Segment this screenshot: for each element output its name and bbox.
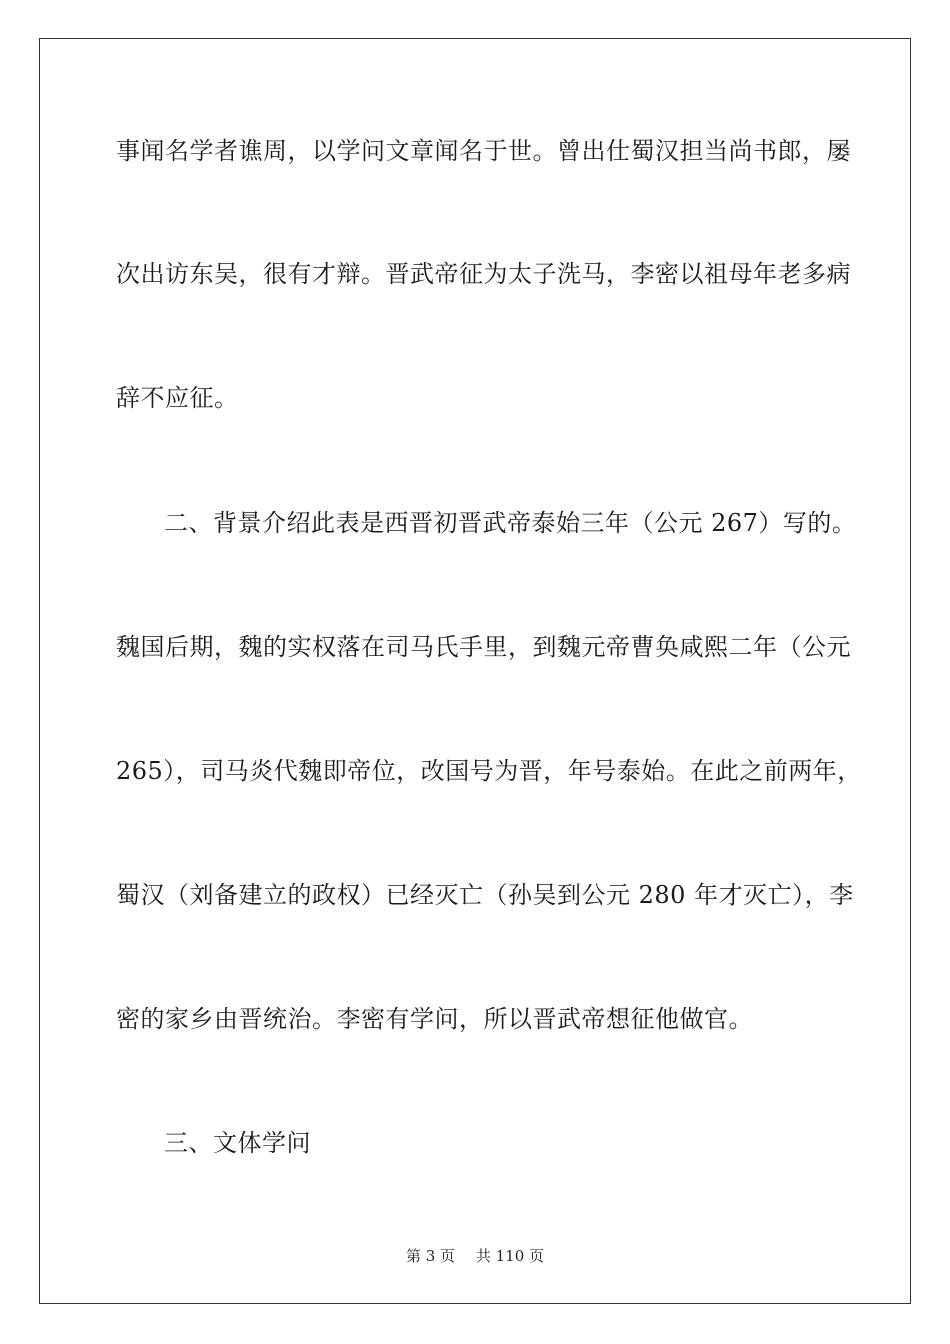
page-border [39, 38, 911, 1304]
page-footer [0, 1246, 950, 1266]
paragraph-line-3: 辞不应征。 [116, 384, 239, 412]
paragraph-line-8: 密的家乡由晋统治。李密有学问，所以晋武帝想征他做官。 [116, 1005, 753, 1033]
paragraph-line-1: 事闻名学者谯周，以学问文章闻名于世。曾出仕蜀汉担当尚书郎，屡 [116, 137, 851, 165]
section-heading-background: 二、背景介绍此表是西晋初晋武帝泰始三年（公元 267）写的。 [164, 509, 857, 537]
paragraph-line-2: 次出访东吴，很有才辩。晋武帝征为太子洗马，李密以祖母年老多病 [116, 260, 851, 288]
paragraph-line-7: 蜀汉（刘备建立的政权）已经灭亡（孙吴到公元 280 年才灭亡），李 [116, 881, 854, 909]
section-heading-style: 三、文体学问 [164, 1129, 311, 1157]
paragraph-line-6: 265），司马炎代魏即帝位，改国号为晋，年号泰始。在此之前两年， [116, 757, 862, 785]
page-total: 共 110 页 [475, 1247, 545, 1265]
page-number: 第 3 页 [405, 1247, 456, 1265]
paragraph-line-5: 魏国后期，魏的实权落在司马氏手里，到魏元帝曹奂咸熙二年（公元 [116, 633, 851, 661]
